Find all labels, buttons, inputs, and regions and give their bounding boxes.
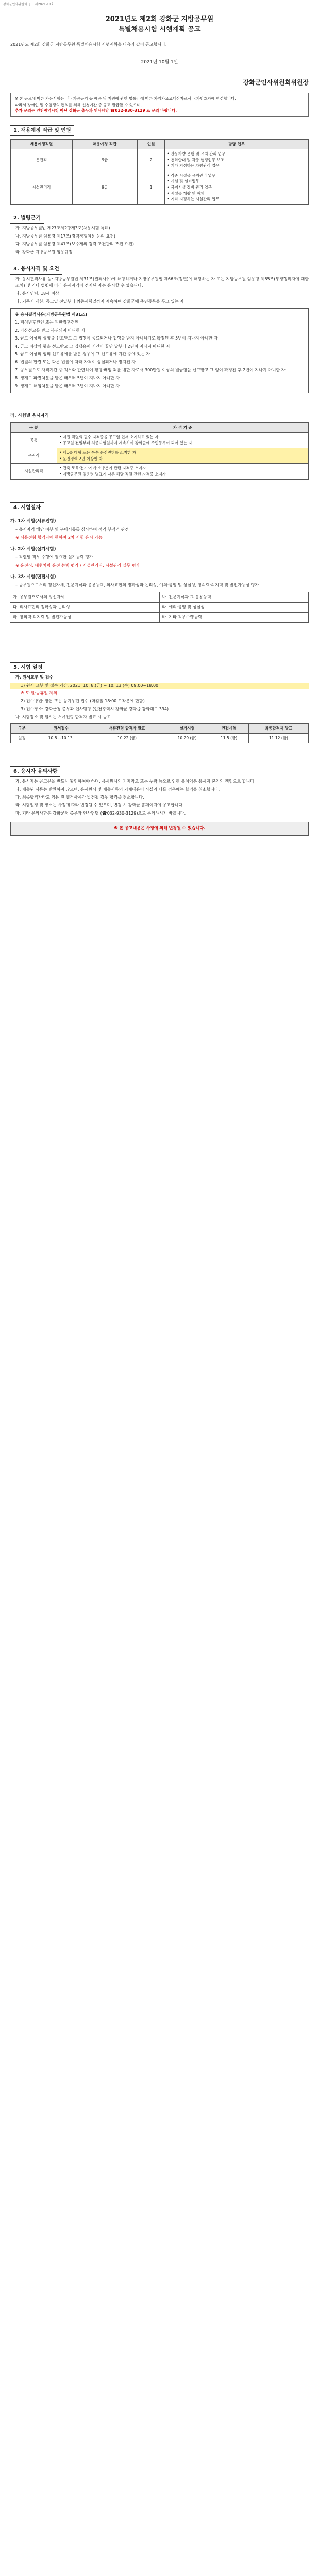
legal-basis-item: 다. 지방공무원 임용령 제41조(보수제의 경력·조건관리 조건 요건) (15, 242, 134, 247)
caution-item: 나. 제출된 서류는 반환하지 않으며, 응시원서 및 제출서류의 기재내용이 사실과 다를 경우에는 합격을 취소합니다. (15, 787, 220, 792)
caution-item: 다. 최종합격자라도 임용 전 결격사유가 발견될 경우 합격을 취소합니다. (15, 795, 144, 800)
table-row (11, 432, 309, 448)
qualification-table (10, 422, 309, 479)
section-5-title: 5. 시험 일정 (10, 662, 45, 673)
stage-2-line: – 직렬별 직무 수행에 필요한 실기능력 평가 (15, 555, 93, 560)
evaluation-item: 가. 공무원으로서의 정신자세 (10, 592, 160, 602)
evaluation-grid (10, 592, 309, 622)
caution-item: 마. 기타 문의사항은 강화군청 총무과 인사담당 (☎032-930-3129)으로 문의하시기 바랍니다. (15, 810, 186, 816)
col-header-count: 인원 (137, 140, 165, 149)
disqualification-item: 3. 금고 이상의 실형을 선고받고 그 집행이 종료되거나 집행을 받지 아니하기로 확정된 후 5년이 지나지 아니한 자 (15, 336, 218, 341)
col-header-job: 채용예정직렬 (11, 140, 73, 149)
stage-2-line: ※ 운전직: 대형차량 운전 능력 평가 / 시설관리직: 시설관리 실무 평가 (15, 563, 140, 568)
col-header: 면접시험 (209, 724, 249, 734)
job-cell: 시설관리직 (11, 171, 73, 204)
col-header: 최종합격자 발표 (248, 724, 308, 734)
disqualification-item: 4. 금고 이상의 형을 선고받고 그 집행유예 기간이 끝난 날부터 2년이 지나지 아니한 자 (15, 344, 170, 349)
stage-3-line: – 공무원으로서의 정신자세, 전문지식과 응용능력, 의사표현의 정확성과 논리성, 예의·품행 및 성실성, 창의력·의지력 및 발전가능성 평가 (15, 583, 259, 588)
eligibility-item: 가. 응시결격사유 등: 지방공무원법 제31조(결격사유)에 해당하거나 지방공무원법 제66조(정년)에 해당하는 자 또는 지방공무원 임용령 제65조(부정행위자에 대한 조치) 및 기타 법령에 따라 응시자격이 정지된 자는 응시할 수 없습니다. (15, 277, 309, 288)
disqualification-box (10, 308, 309, 393)
disqualification-item: 2. 파산선고를 받고 복권되지 아니한 자 (15, 328, 86, 333)
schedule-line: 1) 원서 교부 및 접수 기간: 2021. 10. 8.(금) ~ 10. 13.(수) 09:00~18:00 (10, 683, 309, 689)
evaluation-item: 바. 기타 직무수행능력 (159, 612, 309, 622)
table-cell: 11.12.(금) (248, 734, 308, 743)
stage-1-title: 가. 1차 시험(서류전형) (10, 519, 56, 524)
section-3-title: 3. 응시자격 및 요건 (10, 264, 62, 275)
disqualification-item: 6. 법원의 판결 또는 다른 법률에 따라 자격이 상실되거나 정지된 자 (15, 360, 136, 365)
count-cell: 2 (137, 149, 165, 171)
col-header-grade: 채용예정 직급 (72, 140, 137, 149)
intro-paragraph: 2021년도 제2회 강화군 지방공무원 특별채용시험 시행계획을 다음과 같이 공고합니다. (10, 42, 167, 47)
col-header: 원서접수 (33, 724, 89, 734)
table-cell: 10.29.(금) (165, 734, 209, 743)
table-cell: 10.8.~10.13. (33, 734, 89, 743)
category-cell: 운전직 (11, 448, 57, 464)
caution-item: 라. 시험일정 및 장소는 사정에 따라 변경될 수 있으며, 변경 시 강화군 홈페이지에 공고합니다. (15, 803, 184, 808)
count-cell: 1 (137, 171, 165, 204)
eligibility-item: 나. 응시연령: 18세 이상 (15, 291, 59, 296)
schedule-line: 가. 원서교부 및 접수 (15, 675, 54, 680)
evaluation-item: 라. 예의·품행 및 성실성 (159, 602, 309, 613)
disqualification-item: 5. 금고 이상의 형의 선고유예를 받은 경우에 그 선고유예 기간 중에 있는 자 (15, 352, 150, 357)
section-4-title: 4. 시험절차 (10, 502, 44, 514)
caution-item: 가. 응시자는 공고문을 반드시 확인하여야 하며, 응시원서의 기재착오 또는 누락 등으로 인한 불이익은 응시자 본인의 책임으로 합니다. (15, 779, 256, 784)
evaluation-item: 다. 의사표현의 정확성과 논리성 (10, 602, 160, 613)
disqualification-title: ※ 응시결격사유(지방공무원법 제31조) (15, 312, 87, 317)
footer-notice-text: ※ 본 공고내용은 사정에 의해 변경될 수 있습니다. (113, 826, 206, 831)
stage-1-line: ※ 서류전형 합격자에 한하여 2차 시험 응시 가능 (15, 535, 103, 540)
stage-2-title: 나. 2차 시험(실기시험) (10, 546, 56, 552)
notice-line-1: ※ 본 공고에 따른 자용시험은 「국가공공기 등 예공 및 지원에 관한 법률」에 따른 차임자료료대상자로서 국가방호자에 한정합니다. (15, 96, 236, 101)
issuing-organization: 강화군인사위원회위원장 (243, 79, 309, 87)
table-row (11, 171, 309, 204)
table-row (11, 448, 309, 464)
section-6-title: 6. 응시자 유의사항 (10, 766, 60, 777)
col-header: 서류전형 합격자 발표 (89, 724, 165, 734)
recruitment-table (10, 139, 309, 205)
grade-cell: 9급 (72, 149, 137, 171)
footer-notice (10, 822, 309, 835)
stage-3-title: 다. 3차 시험(면접시험) (10, 574, 56, 580)
disqualification-item: 8. 징계로 파면처분을 받은 때부터 5년이 지나지 아니한 자 (15, 376, 120, 381)
disqualification-item: 9. 징계로 해임처분을 받은 때부터 3년이 지나지 아니한 자 (15, 383, 120, 388)
schedule-line: 3) 접수장소: 강화군청 총무과 인사담당 (인천광역시 강화군 강화읍 강화대로 394) (21, 706, 169, 711)
table-cell: 11.5.(금) (209, 734, 249, 743)
duty-cell: • 각종 시설물 유지관리 업무 • 시설 및 설비업무 • 복지시설 장비 관리 업무 • 시설물 개량 및 해체 • 기타 지정하는 시설관리 업무 (165, 171, 309, 204)
stage-1-line: – 응시자격 해당 여부 및 구비서류를 심사하여 적격·부적격 판정 (15, 527, 129, 532)
schedule-table (10, 723, 309, 743)
announcement-number: 강화군인사위원회 공고 제2021-18호 (3, 3, 54, 6)
title-line-2: 특별채용시험 시행계획 공고 (118, 25, 201, 33)
section-2-title: 2. 법령근거 (10, 213, 44, 224)
category-cell: 공통 (11, 432, 57, 448)
col-header: 실기시험 (165, 724, 209, 734)
duty-cell: • 관용차량 운행 및 유지 관리 업무 • 천화안내 및 각종 행정업무 보조 • 기타 지정하는 차량관리 업무 (165, 149, 309, 171)
col-header-criteria: 자 격 기 준 (57, 423, 309, 433)
grade-cell: 9급 (72, 171, 137, 204)
notice-line-3: 추가 문의는 인천광역시청 아닌 강화군 총무과 인사담당 ☎032-930-3129 로 문의 바랍니다. (15, 108, 177, 113)
legal-basis-item: 라. 강화군 지방공무원 임용규정 (15, 249, 73, 255)
criteria-cell: • 건축·토목·전기·기계·소방분야 관련 자격증 소지자 • 지방공무원 임용령 별표에 따른 해당 직렬 관련 자격증 소지자 (57, 464, 309, 479)
col-header: 구분 (11, 724, 33, 734)
table-row (11, 464, 309, 479)
table-cell: 일정 (11, 734, 33, 743)
col-header-duty: 담당 업무 (165, 140, 309, 149)
disqualification-item: 1. 피성년후견인 또는 피한정후견인 (15, 320, 79, 325)
job-cell: 운전직 (11, 149, 73, 171)
table-row (11, 149, 309, 171)
evaluation-item: 나. 전문지식과 그 응용능력 (159, 592, 309, 602)
table-row (11, 734, 309, 743)
notice-line-2: 따라서 장애인 및 수험생의 편의를 위해 신청기간 중 공고 발급할 수 있으며, (15, 102, 142, 107)
table-cell: 10.22.(금) (89, 734, 165, 743)
announcement-date: 2021년 10월 1일 (141, 60, 178, 65)
title-line-1: 2021년도 제2회 강화군 지방공무원 (105, 15, 214, 23)
schedule-line: 2) 접수방법: 방문 또는 등기우편 접수 (마감일 18:00 도착분에 한함) (21, 699, 145, 704)
category-cell: 시설관리직 (11, 464, 57, 479)
disqualification-item: 7. 공무원으로 재직기간 중 직무와 관련하여 횡령·배임 죄를 범한 자로서 300만원 이상의 벌금형을 선고받고 그 형이 확정된 후 2년이 지나지 아니한 자 (15, 367, 286, 372)
schedule-line: 나. 시험장소 및 일시는 서류전형 합격자 발표 시 공고 (15, 715, 111, 720)
eligibility-item: 다. 거주지 제한: 공고일 전일부터 최종시험일까지 계속하여 강화군에 주민등록을 두고 있는 자 (15, 299, 184, 304)
qualification-subtitle: 라. 시험별 응시자격 (10, 413, 49, 418)
evaluation-item: 마. 창의력·의지력 및 발전가능성 (10, 612, 160, 622)
page-title (10, 14, 309, 35)
criteria-cell: • 지원 직렬의 필수 자격증을 공고일 현재 소지하고 있는 자 • 공고일 전일부터 최종시험일까지 계속하여 강화군에 주민등록이 되어 있는 자 (57, 432, 309, 448)
legal-basis-item: 가. 지방공무원법 제27조제2항제3호(채용시험 특례) (15, 226, 110, 231)
section-1-title: 1. 채용예정 직급 및 인원 (10, 125, 74, 137)
col-header-category: 구 분 (11, 423, 57, 433)
criteria-cell: • 제1종 대형 또는 특수 운전면허를 소지한 자 • 운전경력 2년 이상인 자 (57, 448, 309, 464)
schedule-line: ※ 토·일·공휴일 제외 (21, 690, 57, 696)
notice-box (10, 93, 309, 117)
legal-basis-item: 나. 지방공무원 임용령 제17조(경력경쟁임용 등의 요건) (15, 233, 115, 239)
